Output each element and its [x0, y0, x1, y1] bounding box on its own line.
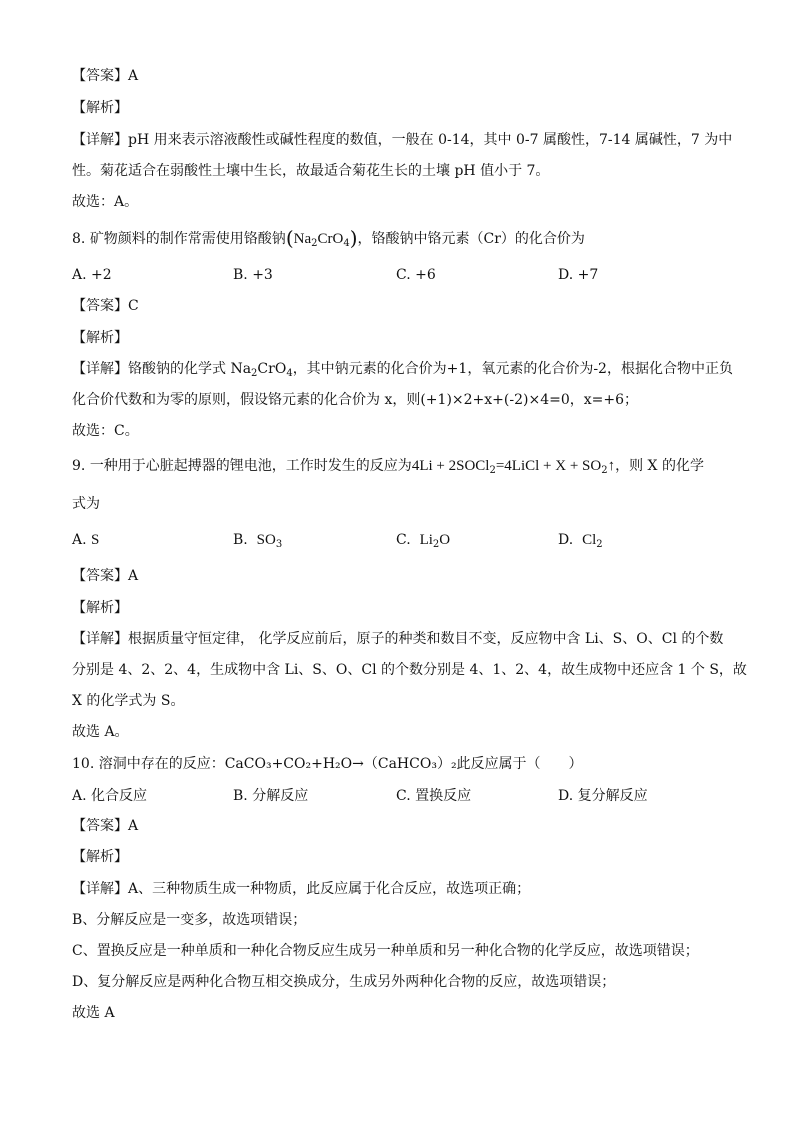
q8-stem	[72, 228, 585, 249]
q8-answer	[72, 296, 139, 316]
q9-option-b	[233, 530, 282, 550]
option-formula: SO	[256, 532, 276, 548]
q9-analysis-label: 【解析】	[72, 600, 128, 616]
q9-stem-line2: 式为	[72, 496, 100, 512]
detail-text: 根据质量守恒定律， 化学反应前后，原子的种类和数目不变，反应物中含 Li、S、O、Cl 的个数	[128, 631, 724, 647]
q10-option-c: C. 置换反应	[396, 788, 472, 804]
detail-label: 【详解】	[72, 361, 128, 377]
stem-text: 溶洞中存在的反应：CaCO₃+CO₂+H₂O→（CaHCO₃）₂此反应属于（ ）	[98, 756, 583, 772]
q9-option-d	[558, 530, 603, 550]
equation-part-a: 4Li + 2SOCl	[411, 458, 490, 474]
q7-detail-line1	[72, 130, 732, 150]
q10-detail-line4: D、复分解反应是两种化合物互相交换成分，生成另外两种化合物的反应，故选项错误；	[72, 974, 616, 990]
answer-label: 【答案】	[72, 68, 128, 84]
stem-prefix: 矿物颜料的制作常需使用铬酸钠	[89, 231, 286, 247]
stem-prefix: 一种用于心脏起搏器的锂电池，工作时发生的反应为	[89, 458, 412, 474]
option-sub: 2	[596, 539, 603, 550]
equation-sub2: 2	[601, 465, 608, 476]
option-formula-tail: O	[439, 532, 451, 548]
q8-option-d: D. +7	[558, 267, 599, 283]
q8-detail-line1	[72, 359, 733, 379]
detail-text-a: 铬酸钠的化学式 Na	[128, 361, 252, 377]
q8-detail-line2: 化合价代数和为零的原则，假设铬元素的化合价为 x，则(+1)×2+x+(-2)×4=0，x=+6；	[72, 392, 639, 408]
gas-arrow-icon: ↑	[607, 458, 616, 474]
formula-cro: CrO	[317, 231, 344, 247]
formula-cro-sub: 4	[343, 238, 350, 249]
option-prefix: C.	[396, 532, 411, 548]
option-formula: S	[91, 532, 100, 548]
stem-suffix: ，铬酸钠中铬元素（Cr）的化合价为	[357, 231, 585, 247]
q7-detail-line2: 性。菊花适合在弱酸性土壤中生长，故最适合菊花生长的土壤 pH 值小于 7。	[72, 163, 550, 179]
answer-label: 【答案】	[72, 568, 128, 584]
detail-label: 【详解】	[72, 881, 128, 897]
option-prefix: B.	[233, 532, 248, 548]
option-prefix: A.	[72, 532, 87, 548]
q8-analysis-label: 【解析】	[72, 330, 128, 346]
q7-analysis-label: 【解析】	[72, 100, 128, 116]
answer-value: A	[128, 818, 139, 834]
paren-open: (	[285, 226, 294, 250]
option-formula: Li	[419, 532, 433, 548]
q10-option-d: D. 复分解反应	[558, 788, 648, 804]
q7-conclusion: 故选：A。	[72, 194, 139, 210]
q9-option-c	[396, 530, 450, 550]
q9-detail-line1	[72, 629, 723, 649]
equation-sub1: 2	[489, 465, 496, 476]
stem-suffix: ，则 X 的化学	[615, 458, 704, 474]
formula-na: Na	[293, 231, 312, 247]
answer-value: C	[128, 298, 139, 314]
q10-option-b: B. 分解反应	[233, 788, 309, 804]
option-sub: 3	[275, 539, 283, 550]
answer-label: 【答案】	[72, 298, 128, 314]
paren-close: )	[349, 226, 358, 250]
q10-stem	[72, 754, 583, 774]
detail-text: A、三种物质生成一种物质，此反应属于化合反应，故选项正确；	[128, 881, 531, 897]
answer-value: A	[128, 568, 139, 584]
q10-option-a: A. 化合反应	[72, 788, 148, 804]
question-number: 8.	[72, 231, 86, 247]
q10-conclusion: 故选 A	[72, 1005, 115, 1021]
q7-answer	[72, 66, 138, 86]
q8-option-b: B. +3	[233, 267, 273, 283]
q10-answer	[72, 816, 138, 836]
q9-conclusion: 故选 A。	[72, 724, 129, 740]
q8-option-a: A. +2	[72, 267, 112, 283]
q8-option-c: C. +6	[396, 267, 436, 283]
q9-detail-line2: 分别是 4、2、2、4，生成物中含 Li、S、O、Cl 的个数分别是 4、1、2、4，故生成物中还应含 1 个 S，故	[72, 662, 747, 678]
detail-text-c: ，其中钠元素的化合价为+1，氧元素的化合价为-2，根据化合物中正负	[292, 361, 733, 377]
option-formula: Cl	[582, 532, 597, 548]
q9-answer	[72, 566, 138, 586]
equation-part-b: =4LiCl + X + SO	[495, 458, 602, 474]
detail-text: pH 用来表示溶液酸性或碱性程度的数值，一般在 0-14，其中 0-7 属酸性，7-14 属碱性，7 为中	[128, 132, 733, 148]
q9-detail-line3: X 的化学式为 S。	[72, 693, 185, 709]
question-number: 10.	[72, 756, 95, 772]
detail-label: 【详解】	[72, 132, 128, 148]
q8-conclusion: 故选：C。	[72, 423, 139, 439]
q10-detail-line1	[72, 879, 530, 899]
question-number: 9.	[72, 458, 86, 474]
option-sub: 2	[432, 539, 440, 550]
q10-detail-line2: B、分解反应是一变多，故选项错误；	[72, 912, 307, 928]
detail-sub2: 4	[286, 368, 293, 379]
q9-stem-line1	[72, 456, 704, 476]
q10-analysis-label: 【解析】	[72, 849, 128, 865]
formula-na-sub: 2	[311, 238, 318, 249]
answer-value: A	[128, 68, 139, 84]
option-prefix: D.	[558, 532, 574, 548]
answer-label: 【答案】	[72, 818, 128, 834]
detail-label: 【详解】	[72, 631, 128, 647]
detail-text-b: CrO	[257, 361, 287, 377]
detail-sub1: 2	[251, 368, 258, 379]
q10-detail-line3: C、置换反应是一种单质和一种化合物反应生成另一种单质和另一种化合物的化学反应，故选项错误；	[72, 943, 699, 959]
q9-option-a	[72, 530, 99, 550]
